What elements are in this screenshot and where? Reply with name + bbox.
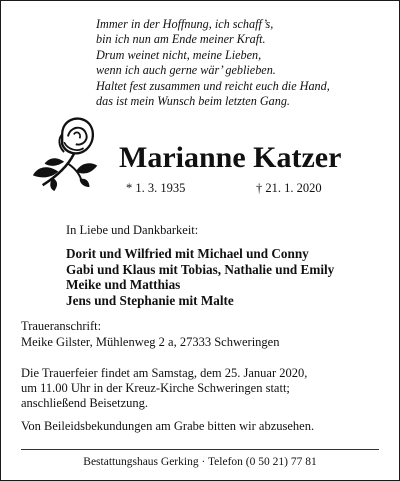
address-value: Meike Gilster, Mühlenweg 2 a, 27333 Schweringen <box>21 335 280 349</box>
birth-date: * 1. 3. 1935 <box>126 181 186 195</box>
mourner-line: Gabi und Klaus mit Tobias, Nathalie und Emily <box>66 261 335 277</box>
death-date: † 21. 1. 2020 <box>256 181 322 195</box>
poem-line: das ist mein Wunsch beim letzten Gang. <box>96 94 290 109</box>
poem-line: wenn ich auch gerne wär’ geblieben. <box>96 63 276 78</box>
ceremony-line: um 11.00 Uhr in der Kreuz-Kirche Schweringen statt; <box>21 381 290 396</box>
poem-line: bin ich nun am Ende meiner Kraft. <box>96 32 266 47</box>
footer-divider <box>21 449 379 450</box>
mourner-line: Meike und Matthias <box>66 277 181 293</box>
address-label: Traueranschrift: <box>21 319 102 333</box>
poem-line: Drum weinet nicht, meine Lieben, <box>96 47 262 62</box>
ceremony-info <box>21 366 307 412</box>
memorial-poem <box>96 17 396 109</box>
mourner-line: Jens und Stephanie mit Malte <box>66 292 234 308</box>
deceased-name: Marianne Katzer <box>119 141 342 174</box>
mourner-line: Dorit und Wilfried mit Michael und Conny <box>66 246 309 261</box>
ceremony-line: anschließend Beisetzung. <box>21 396 149 411</box>
rose-icon <box>29 113 107 191</box>
ceremony-line: Die Trauerfeier findet am Samstag, dem 25. Januar 2020, <box>21 366 308 380</box>
mourners-list <box>66 246 334 308</box>
funeral-home-footer: Bestattungshaus Gerking · Telefon (0 50 21) 77 81 <box>83 456 317 468</box>
poem-line: Immer in der Hoffnung, ich schaff’s, <box>96 17 274 31</box>
condolence-request: Von Beileidsbekundungen am Grabe bitten wir abzusehen. <box>21 419 315 433</box>
mourners-intro: In Liebe und Dankbarkeit: <box>66 223 199 237</box>
poem-line: Haltet fest zusammen und reicht euch die Hand, <box>96 78 330 93</box>
